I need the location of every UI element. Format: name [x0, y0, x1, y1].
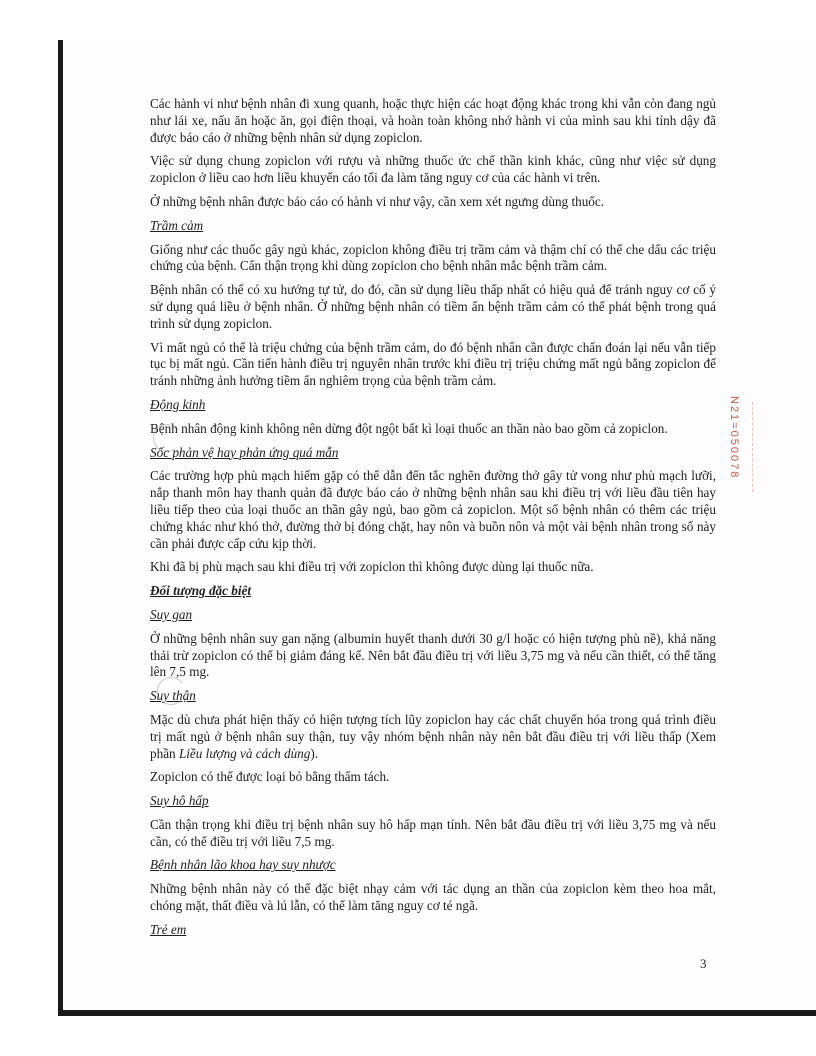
- paragraph: Khi đã bị phù mạch sau khi điều trị với zopiclon thì không được dùng lại thuốc nữa.: [150, 559, 594, 575]
- paragraph: Vì mất ngủ có thể là triệu chứng của bệnh trầm cảm, do đó bệnh nhân cần được chẩn đoán lại nếu vẫn tiếp tục bị mất ngủ. Cần tiến hành điều trị nguyên nhân trước khi điều trị triệu chứng mất ngủ bằng zopiclon để tránh những ảnh hưởng tiềm ẩn nghiêm trọng của bệnh trầm cảm.: [150, 339, 716, 389]
- page-number: 3: [700, 956, 707, 971]
- paragraph: Những bệnh nhân này có thể đặc biệt nhạy cảm với tác dụng an thần của zopiclon kèm theo hoa mắt, chóng mặt, thất điều và lú lẫn, có thể làm tăng nguy cơ té ngã.: [150, 881, 716, 914]
- side-stamp: N21=050078: [728, 396, 740, 480]
- paragraph: Các trường hợp phù mạch hiếm gặp có thể dẫn đến tắc nghẽn đường thở gây tử vong như phù mạch lưỡi, nắp thanh môn hay thanh quản đã được báo cáo ở những bệnh nhân sau khi điều trị với liều đầu tiên hay liều tiếp theo của loại thuốc an thần gây ngủ, bao gồm cả zopiclon. Một số bệnh nhân có thêm các triệu chứng khác như khó thở, đường thở bị đóng chặt, hay nôn và buồn nôn và một vài bệnh nhân trong số này cần phải được cấp cứu kịp thời.: [150, 468, 716, 551]
- paragraph: Việc sử dụng chung zopiclon với rượu và những thuốc ức chế thần kinh khác, cũng như việc sử dụng zopiclon ở liều cao hơn liều khuyến cáo tối đa làm tăng nguy cơ của các hành vi trên.: [150, 153, 716, 186]
- section-heading-liver: Suy gan: [150, 606, 193, 622]
- section-heading-respiratory: Suy hô hấp: [150, 793, 209, 809]
- paragraph-text: ).: [310, 745, 319, 761]
- page-shadow-bottom: [58, 1010, 816, 1016]
- paragraph: Giống như các thuốc gây ngủ khác, zopiclon không điều trị trầm cảm và thậm chí có thể che dấu các triệu chứng của bệnh. Cẩn thận trọng khi dùng zopiclon cho bệnh nhân mắc bệnh trầm cảm.: [150, 241, 716, 274]
- section-heading-children: Trẻ em: [150, 921, 187, 937]
- paragraph: Các hành vi như bệnh nhân đi xung quanh, hoặc thực hiện các hoạt động khác trong khi vẫn còn đang ngủ như lái xe, nấu ăn hoặc ăn, gọi điện thoại, và hoàn toàn không nhớ hành vi của mình sau khi tỉnh dậy đã được báo cáo ở những bệnh nhân sử dụng zopiclon.: [150, 96, 716, 145]
- paragraph: Ở những bệnh nhân được báo cáo có hành vi như vậy, cần xem xét ngưng dùng thuốc.: [150, 193, 605, 209]
- section-heading-special-populations: Đối tượng đặc biệt: [150, 583, 252, 599]
- paragraph: Bệnh nhân có thể có xu hướng tự tử, do đó, cần sử dụng liều thấp nhất có hiệu quả để tránh nguy cơ cố ý sử dụng quá liều ở bệnh nhân. Ở những bệnh nhân có tiềm ẩn bệnh trầm cảm có thể phát bệnh trong quá trình sử dụng zopiclon.: [150, 282, 716, 331]
- paragraph: Zopiclon có thể được loại bỏ bằng thẩm tách.: [150, 769, 390, 785]
- section-heading-kidney: Suy thận: [150, 688, 196, 704]
- section-heading-anaphylaxis: Sốc phản vệ hay phản ứng quá mẫn: [150, 444, 339, 460]
- paragraph: Cần thận trọng khi điều trị bệnh nhân suy hô hấp mạn tính. Nên bắt đầu điều trị với liều 3,75 mg và nếu cần, có thể điều trị với liều 7,5 mg.: [150, 816, 716, 849]
- paragraph: [150, 712, 716, 762]
- stamp-marks: [752, 402, 759, 492]
- paragraph: Bệnh nhân động kinh không nên dừng đột ngột bất kì loại thuốc an thần nào bao gồm cả zopiclon.: [150, 420, 668, 436]
- section-heading-depression: Trầm cảm: [150, 217, 204, 233]
- document-body: [150, 96, 716, 946]
- cross-reference: Liều lượng và cách dùng: [178, 745, 311, 761]
- paragraph: Ở những bệnh nhân suy gan nặng (albumin huyết thanh dưới 30 g/l hoặc có hiện tượng phù nề), khả năng thải trừ zopiclon có thể bị giảm đáng kể. Nên bắt đầu điều trị với liều 3,75 mg và nếu cần thiết, có thể tăng lên 7,5 mg.: [150, 630, 716, 680]
- section-heading-epilepsy: Động kinh: [150, 396, 206, 412]
- paragraph-text: Mặc dù chưa phát hiện thấy có hiện tượng tích lũy zopiclon hay các chất chuyển hóa trong quá trình điều trị mất ngủ ở bệnh nhân suy thận, tuy vậy nhóm bệnh nhân này nên bắt đầu điều trị với liều thấp (Xem phần: [150, 711, 716, 761]
- section-heading-elderly: Bệnh nhân lão khoa hay suy nhược: [150, 857, 336, 873]
